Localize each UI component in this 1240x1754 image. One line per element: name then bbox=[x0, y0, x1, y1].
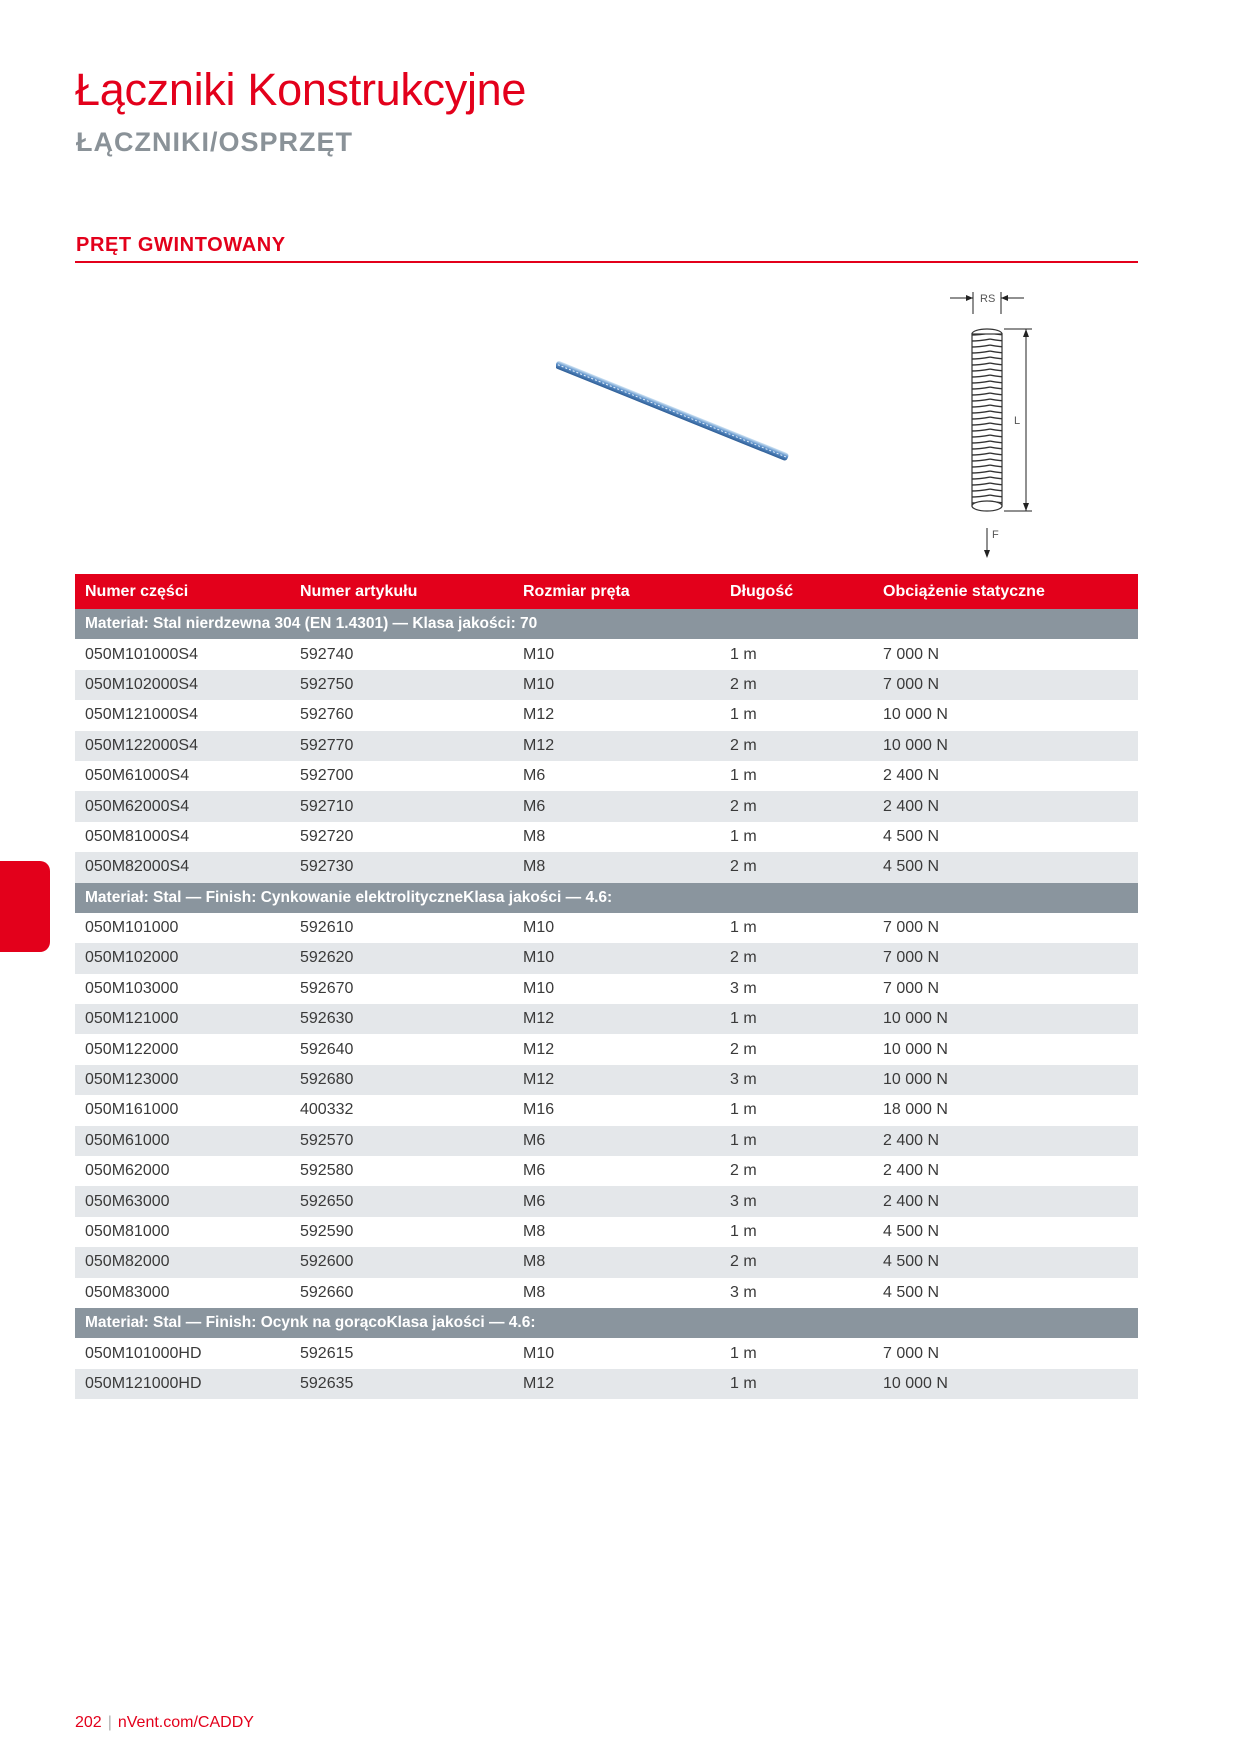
article-number-cell: 400332 bbox=[290, 1095, 513, 1125]
product-table bbox=[75, 574, 1138, 1399]
rod-size-cell: M8 bbox=[513, 822, 720, 852]
table-row bbox=[75, 1156, 1138, 1186]
static-load-cell: 2 400 N bbox=[873, 761, 1138, 791]
static-load-cell: 10 000 N bbox=[873, 1065, 1138, 1095]
table-row bbox=[75, 1278, 1138, 1308]
static-load-cell: 2 400 N bbox=[873, 791, 1138, 821]
table-header-row bbox=[75, 574, 1138, 609]
rod-size-cell: M10 bbox=[513, 974, 720, 1004]
rod-size-cell: M6 bbox=[513, 1156, 720, 1186]
length-cell: 3 m bbox=[720, 1278, 873, 1308]
rod-size-cell: M6 bbox=[513, 791, 720, 821]
rod-size-cell: M10 bbox=[513, 670, 720, 700]
part-number-cell: 050M82000 bbox=[75, 1247, 290, 1277]
article-number-cell: 592660 bbox=[290, 1278, 513, 1308]
length-cell: 1 m bbox=[720, 1338, 873, 1368]
length-cell: 2 m bbox=[720, 1247, 873, 1277]
part-number-cell: 050M81000S4 bbox=[75, 822, 290, 852]
table-row bbox=[75, 670, 1138, 700]
l-label: L bbox=[1014, 415, 1021, 427]
rod-size-cell: M10 bbox=[513, 1338, 720, 1368]
table-row bbox=[75, 852, 1138, 882]
article-number-cell: 592720 bbox=[290, 822, 513, 852]
material-group-row bbox=[75, 1308, 1138, 1338]
rod-size-cell: M12 bbox=[513, 1065, 720, 1095]
length-cell: 1 m bbox=[720, 913, 873, 943]
rod-size-cell: M12 bbox=[513, 700, 720, 730]
static-load-cell: 7 000 N bbox=[873, 1338, 1138, 1368]
header-static-load: Obciążenie statyczne bbox=[873, 574, 1138, 609]
length-cell: 2 m bbox=[720, 731, 873, 761]
part-number-cell: 050M101000 bbox=[75, 913, 290, 943]
length-cell: 1 m bbox=[720, 1004, 873, 1034]
part-number-cell: 050M102000 bbox=[75, 943, 290, 973]
part-number-cell: 050M101000HD bbox=[75, 1338, 290, 1368]
table-row bbox=[75, 1034, 1138, 1064]
static-load-cell: 10 000 N bbox=[873, 700, 1138, 730]
page-number: 202 bbox=[75, 1714, 102, 1731]
length-cell: 2 m bbox=[720, 670, 873, 700]
article-number-cell: 592740 bbox=[290, 639, 513, 669]
article-number-cell: 592750 bbox=[290, 670, 513, 700]
table-row bbox=[75, 1186, 1138, 1216]
header-article-number: Numer artykułu bbox=[290, 574, 513, 609]
static-load-cell: 7 000 N bbox=[873, 943, 1138, 973]
part-number-cell: 050M61000S4 bbox=[75, 761, 290, 791]
static-load-cell: 18 000 N bbox=[873, 1095, 1138, 1125]
length-cell: 1 m bbox=[720, 1217, 873, 1247]
table-row bbox=[75, 822, 1138, 852]
length-cell: 2 m bbox=[720, 791, 873, 821]
length-cell: 3 m bbox=[720, 1065, 873, 1095]
static-load-cell: 10 000 N bbox=[873, 1034, 1138, 1064]
rod-size-cell: M12 bbox=[513, 1034, 720, 1064]
static-load-cell: 7 000 N bbox=[873, 670, 1138, 700]
part-number-cell: 050M121000 bbox=[75, 1004, 290, 1034]
article-number-cell: 592600 bbox=[290, 1247, 513, 1277]
length-cell: 1 m bbox=[720, 1095, 873, 1125]
rod-size-cell: M16 bbox=[513, 1095, 720, 1125]
static-load-cell: 7 000 N bbox=[873, 974, 1138, 1004]
article-number-cell: 592730 bbox=[290, 852, 513, 882]
part-number-cell: 050M122000S4 bbox=[75, 731, 290, 761]
article-number-cell: 592620 bbox=[290, 943, 513, 973]
article-number-cell: 592630 bbox=[290, 1004, 513, 1034]
material-group-row bbox=[75, 609, 1138, 639]
footer-site-link[interactable]: nVent.com/CADDY bbox=[117, 1714, 254, 1731]
rod-size-cell: M6 bbox=[513, 761, 720, 791]
static-load-cell: 10 000 N bbox=[873, 731, 1138, 761]
part-number-cell: 050M62000S4 bbox=[75, 791, 290, 821]
part-number-cell: 050M62000 bbox=[75, 1156, 290, 1186]
rod-size-cell: M10 bbox=[513, 639, 720, 669]
section-title: PRĘT GWINTOWANY bbox=[76, 234, 286, 256]
static-load-cell: 4 500 N bbox=[873, 1278, 1138, 1308]
static-load-cell: 4 500 N bbox=[873, 1217, 1138, 1247]
rod-size-cell: M8 bbox=[513, 852, 720, 882]
static-load-cell: 10 000 N bbox=[873, 1369, 1138, 1399]
table-row bbox=[75, 639, 1138, 669]
page-title: Łączniki Konstrukcyjne bbox=[75, 64, 527, 115]
rod-size-cell: M10 bbox=[513, 943, 720, 973]
table-row bbox=[75, 1065, 1138, 1095]
side-tab-marker bbox=[0, 861, 50, 952]
article-number-cell: 592670 bbox=[290, 974, 513, 1004]
static-load-cell: 2 400 N bbox=[873, 1156, 1138, 1186]
length-cell: 2 m bbox=[720, 1034, 873, 1064]
part-number-cell: 050M81000 bbox=[75, 1217, 290, 1247]
part-number-cell: 050M101000S4 bbox=[75, 639, 290, 669]
length-cell: 2 m bbox=[720, 852, 873, 882]
rod-size-cell: M12 bbox=[513, 1004, 720, 1034]
length-cell: 1 m bbox=[720, 639, 873, 669]
rod-dimension-diagram bbox=[950, 290, 1040, 560]
header-rod-size: Rozmiar pręta bbox=[513, 574, 720, 609]
table-row bbox=[75, 913, 1138, 943]
static-load-cell: 2 400 N bbox=[873, 1126, 1138, 1156]
part-number-cell: 050M82000S4 bbox=[75, 852, 290, 882]
article-number-cell: 592680 bbox=[290, 1065, 513, 1095]
header-part-number: Numer części bbox=[75, 574, 290, 609]
static-load-cell: 7 000 N bbox=[873, 913, 1138, 943]
article-number-cell: 592700 bbox=[290, 761, 513, 791]
article-number-cell: 592640 bbox=[290, 1034, 513, 1064]
part-number-cell: 050M122000 bbox=[75, 1034, 290, 1064]
article-number-cell: 592570 bbox=[290, 1126, 513, 1156]
table-row bbox=[75, 791, 1138, 821]
article-number-cell: 592590 bbox=[290, 1217, 513, 1247]
length-cell: 2 m bbox=[720, 943, 873, 973]
rod-size-cell: M10 bbox=[513, 913, 720, 943]
part-number-cell: 050M121000S4 bbox=[75, 700, 290, 730]
table-row bbox=[75, 1217, 1138, 1247]
article-number-cell: 592760 bbox=[290, 700, 513, 730]
threaded-rod-image bbox=[556, 358, 796, 468]
material-group-title: Materiał: Stal — Finish: Ocynk na gorącoKlasa jakości — 4.6: bbox=[75, 1308, 1138, 1338]
f-label: F bbox=[992, 529, 999, 541]
material-group-row bbox=[75, 883, 1138, 913]
article-number-cell: 592650 bbox=[290, 1186, 513, 1216]
static-load-cell: 10 000 N bbox=[873, 1004, 1138, 1034]
table-row bbox=[75, 1247, 1138, 1277]
length-cell: 1 m bbox=[720, 700, 873, 730]
table-row bbox=[75, 1095, 1138, 1125]
part-number-cell: 050M63000 bbox=[75, 1186, 290, 1216]
length-cell: 1 m bbox=[720, 761, 873, 791]
table-row bbox=[75, 1004, 1138, 1034]
static-load-cell: 2 400 N bbox=[873, 1186, 1138, 1216]
table-row bbox=[75, 974, 1138, 1004]
table-row bbox=[75, 731, 1138, 761]
article-number-cell: 592710 bbox=[290, 791, 513, 821]
material-group-title: Materiał: Stal nierdzewna 304 (EN 1.4301) — Klasa jakości: 70 bbox=[75, 609, 1138, 639]
table-row bbox=[75, 1338, 1138, 1368]
article-number-cell: 592770 bbox=[290, 731, 513, 761]
table-body bbox=[75, 609, 1138, 1399]
part-number-cell: 050M103000 bbox=[75, 974, 290, 1004]
static-load-cell: 7 000 N bbox=[873, 639, 1138, 669]
article-number-cell: 592580 bbox=[290, 1156, 513, 1186]
rs-label: RS bbox=[980, 293, 996, 305]
material-group-title: Materiał: Stal — Finish: Cynkowanie elektrolityczneKlasa jakości — 4.6: bbox=[75, 883, 1138, 913]
length-cell: 1 m bbox=[720, 1369, 873, 1399]
article-number-cell: 592615 bbox=[290, 1338, 513, 1368]
table-row bbox=[75, 1369, 1138, 1399]
rod-size-cell: M12 bbox=[513, 1369, 720, 1399]
part-number-cell: 050M83000 bbox=[75, 1278, 290, 1308]
length-cell: 1 m bbox=[720, 822, 873, 852]
length-cell: 1 m bbox=[720, 1126, 873, 1156]
rod-size-cell: M6 bbox=[513, 1126, 720, 1156]
page-subtitle: ŁĄCZNIKI/OSPRZĘT bbox=[76, 127, 353, 157]
table-row bbox=[75, 1126, 1138, 1156]
table-row bbox=[75, 700, 1138, 730]
part-number-cell: 050M61000 bbox=[75, 1126, 290, 1156]
static-load-cell: 4 500 N bbox=[873, 852, 1138, 882]
article-number-cell: 592610 bbox=[290, 913, 513, 943]
section-divider bbox=[75, 261, 1138, 263]
part-number-cell: 050M161000 bbox=[75, 1095, 290, 1125]
part-number-cell: 050M123000 bbox=[75, 1065, 290, 1095]
length-cell: 3 m bbox=[720, 1186, 873, 1216]
length-cell: 2 m bbox=[720, 1156, 873, 1186]
part-number-cell: 050M121000HD bbox=[75, 1369, 290, 1399]
table-row bbox=[75, 761, 1138, 791]
header-length: Długość bbox=[720, 574, 873, 609]
table-row bbox=[75, 943, 1138, 973]
rod-size-cell: M8 bbox=[513, 1278, 720, 1308]
rod-size-cell: M12 bbox=[513, 731, 720, 761]
static-load-cell: 4 500 N bbox=[873, 822, 1138, 852]
footer bbox=[75, 1714, 254, 1732]
article-number-cell: 592635 bbox=[290, 1369, 513, 1399]
static-load-cell: 4 500 N bbox=[873, 1247, 1138, 1277]
rod-size-cell: M8 bbox=[513, 1247, 720, 1277]
part-number-cell: 050M102000S4 bbox=[75, 670, 290, 700]
length-cell: 3 m bbox=[720, 974, 873, 1004]
footer-separator: | bbox=[107, 1714, 112, 1731]
rod-size-cell: M8 bbox=[513, 1217, 720, 1247]
rod-size-cell: M6 bbox=[513, 1186, 720, 1216]
